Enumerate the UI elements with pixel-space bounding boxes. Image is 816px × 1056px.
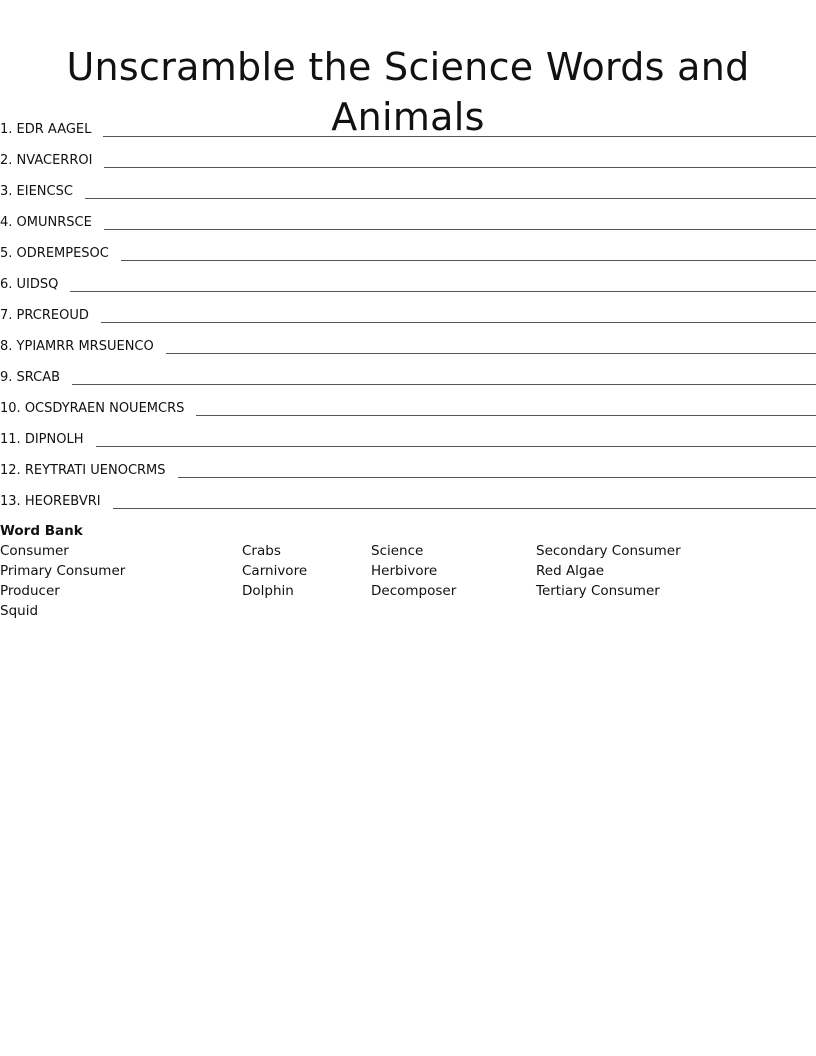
question-row: [0, 325, 816, 356]
scrambled-word: HEOREBVRI: [24, 494, 101, 509]
answer-line[interactable]: [72, 383, 816, 385]
answer-line[interactable]: [121, 259, 816, 261]
scrambled-word: EIENCSC: [16, 184, 73, 199]
word-bank-item: Herbivore: [371, 563, 438, 579]
question-row: [0, 387, 816, 418]
word-bank: [0, 521, 816, 621]
scrambled-word: EDR AAGEL: [16, 122, 92, 137]
word-bank-item: Secondary Consumer: [536, 543, 681, 559]
worksheet-title: Unscramble the Science Words and Animals: [66, 45, 750, 139]
answer-line[interactable]: [196, 414, 816, 416]
question-row: [0, 418, 816, 449]
question-number: 12.: [0, 463, 21, 478]
scrambled-word: YPIAMRR MRSUENCO: [16, 339, 154, 354]
scrambled-word: NVACERROI: [16, 153, 93, 168]
scrambled-word: DIPNOLH: [24, 432, 84, 447]
question-row: [0, 480, 816, 511]
question-list: [0, 108, 816, 511]
scrambled-word: OMUNRSCE: [16, 215, 92, 230]
question-row: [0, 170, 816, 201]
question-number: 1.: [0, 122, 13, 137]
scrambled-word: PRCREOUD: [16, 308, 89, 323]
word-bank-title: Word Bank: [0, 523, 83, 539]
question-row: [0, 108, 816, 139]
answer-line[interactable]: [70, 290, 816, 292]
question-number: 3.: [0, 184, 13, 199]
answer-line[interactable]: [104, 166, 816, 168]
question-number: 6.: [0, 277, 13, 292]
word-bank-item: Consumer: [0, 543, 69, 559]
question-row: [0, 294, 816, 325]
word-bank-item: Tertiary Consumer: [536, 583, 660, 599]
scrambled-word: REYTRATI UENOCRMS: [24, 463, 166, 478]
question-row: [0, 232, 816, 263]
scrambled-word: SRCAB: [16, 370, 61, 385]
answer-line[interactable]: [178, 476, 816, 478]
word-bank-grid: [0, 541, 816, 621]
answer-line[interactable]: [101, 321, 816, 323]
word-bank-item: Crabs: [242, 543, 281, 559]
question-row: [0, 201, 816, 232]
word-bank-item: Science: [371, 543, 424, 559]
question-number: 5.: [0, 246, 13, 261]
answer-line[interactable]: [113, 507, 816, 509]
answer-line[interactable]: [85, 197, 816, 199]
question-number: 10.: [0, 401, 21, 416]
word-bank-item: Decomposer: [371, 583, 457, 599]
word-bank-item: Squid: [0, 603, 39, 619]
question-row: [0, 139, 816, 170]
question-number: 8.: [0, 339, 13, 354]
scrambled-word: OCSDYRAEN NOUEMCRS: [24, 401, 185, 416]
answer-line[interactable]: [103, 135, 816, 137]
answer-line[interactable]: [104, 228, 816, 230]
word-bank-item: Red Algae: [536, 563, 605, 579]
question-row: [0, 356, 816, 387]
question-number: 2.: [0, 153, 13, 168]
word-bank-item: Carnivore: [242, 563, 308, 579]
scrambled-word: ODREMPESOC: [16, 246, 109, 261]
answer-line[interactable]: [166, 352, 816, 354]
scrambled-word: UIDSQ: [16, 277, 59, 292]
question-number: 9.: [0, 370, 13, 385]
word-bank-item: Dolphin: [242, 583, 294, 599]
answer-line[interactable]: [96, 445, 816, 447]
question-number: 13.: [0, 494, 21, 509]
question-number: 4.: [0, 215, 13, 230]
question-row: [0, 263, 816, 294]
word-bank-item: Primary Consumer: [0, 563, 126, 579]
question-row: [0, 449, 816, 480]
question-number: 7.: [0, 308, 13, 323]
question-number: 11.: [0, 432, 21, 447]
word-bank-item: Producer: [0, 583, 60, 599]
